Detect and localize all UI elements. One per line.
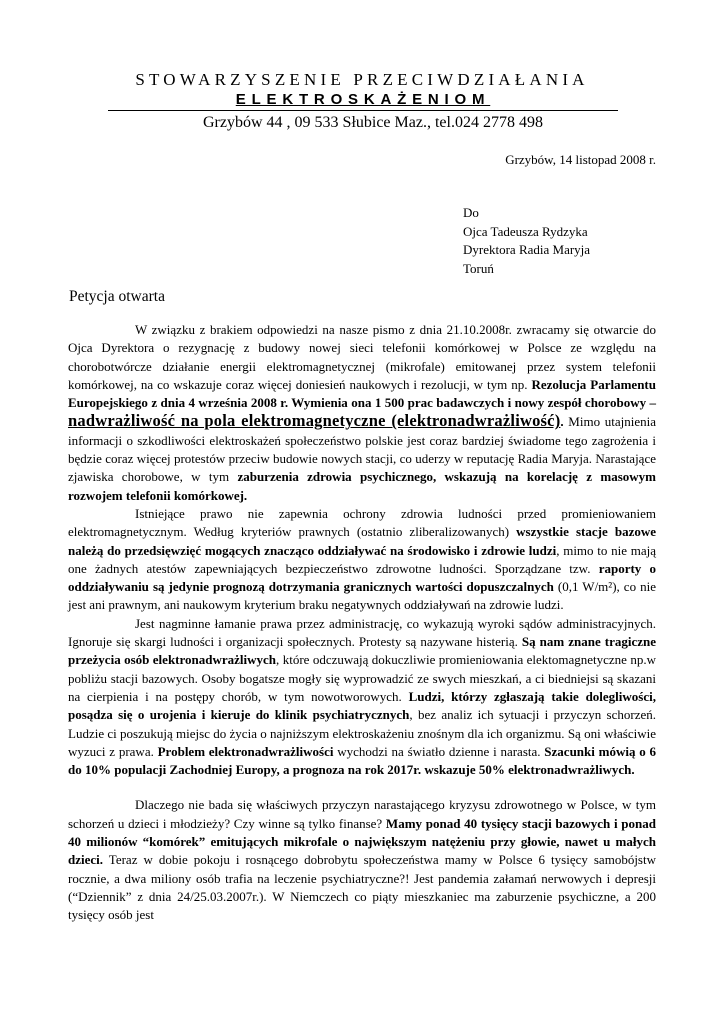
body-text-run: W związku z brakiem odpowiedzi na nasze pismo z dnia 21.10.2008r. zwracamy się otwarcie do Ojca Dyrektora o rezygnację z budowy nowej sieci telefonii komórkowej w Polsce ze względu na chorobotwórcze działanie energii elektromagnetycznej (mikrofale) emitowanej przez system telefonii komórkowej, na co wskazuje coraz więcej doniesień naukowych i rezolucji, w tym np. xyxy=(68,322,656,392)
body-text-run: (0,1 W/m²), co nie jest ani prawnym, ani naukowym kryterium braku negatywnych oddziaływań na zdrowie ludzi. xyxy=(68,579,656,613)
emphasized-text: Problem elektronadwrażliwości xyxy=(157,743,334,759)
body-text-run: wychodzi na światło dzienne i narasta. xyxy=(333,743,545,759)
emphasized-text: Rezolucja Parlamentu Europejskiego z dnia 4 września 2008 r. Wymienia ona 1 500 prac badawczych i nowy zespół chorobowy – xyxy=(68,376,656,411)
body-text-run: Istniejące prawo nie zapewnia ochrony zdrowia ludności przed promieniowaniem elektromagnetycznym. Według kryteriów prawnych (ostatnio zliberalizowanych) xyxy=(68,505,656,540)
emphasized-text: Ludzi, którzy zgłaszają takie dolegliwości, posądza się o urojenia i kieruje do klinik psychiatrycznych xyxy=(68,688,656,723)
emphasized-text: Są nam znane tragiczne przeżycia osób elektronadwrażliwych xyxy=(68,634,656,668)
emphasized-text: nadwrażliwość na pola elektromagnetyczne (elektronadwrażliwość) xyxy=(68,411,561,431)
body-text-run: Teraz w dobie pokoju i rosnącego dobrobytu społeczeństwa mamy w Polsce 6 tysięcy samobójstw rocznie, a dwa miliony osób trafia na leczenie psychiatryczne?! Jest pandemia załamań nerwowych i depresji (“Dziennik” z dnia 24/25.03.2007r.). W Niemczech co piąty mieszkaniec ma zaburzenie psychiczne, a 200 tysięcy osób jest xyxy=(68,852,656,923)
body-text-run: , które odczuwają dokuczliwie promieniowania elektomagnetyczne np.w pobliżu stacji bazowych. Osoby bogatsze mogły się wyprowadzić ze swych mieszkań, a ci biedniejsi są skazani na cierpienia i na postępy chorób, w tym nowotworowych. xyxy=(68,652,656,704)
emphasized-text: zaburzenia zdrowia psychicznego, wskazują na korelację z masowym rozwojem telefonii komórkowej. xyxy=(68,469,656,503)
emphasized-text: Szacunki mówią o 6 do 10% populacji Zachodniej Europy, a prognoza na rok 2017r. wskazuje 50% elektronadwrażliwych. xyxy=(68,743,656,778)
body-paragraph xyxy=(68,321,656,505)
organization-name-emphasis: ELEKTROSKAŻENIOM xyxy=(235,91,491,108)
petition-title: Petycja otwarta xyxy=(69,288,165,305)
emphasized-text: raporty o oddziaływaniu są jedynie prognozą dotrzymania granicznych wartości dopuszczalnych xyxy=(68,560,656,595)
body-text-run: , bez analiz ich sytuacji i przyczyn schorzeń. Ludzie ci poszukują miejsc do życia o najniższym elektroskażeniu znośnym dla ich organizmu. Są oni właściwie wyzuci z prawa. xyxy=(68,707,656,759)
addressee-line: Dyrektora Radia Maryja xyxy=(463,242,591,257)
organization-address: Grzybów 44 , 09 533 Słubice Maz., tel.024 2778 498 xyxy=(203,114,543,131)
organization-name: STOWARZYSZENIE PRZECIWDZIAŁANIA xyxy=(135,70,589,89)
body-text-run: Jest nagminne łamanie prawa przez administrację, co wykazują wyroki sądów administracyjnych. Ignoruje się skargi ludności i organizacji społecznych. Protesty są nazywane histerią. xyxy=(68,615,656,650)
addressee-line: Ojca Tadeusza Rydzyka xyxy=(463,223,588,239)
body-paragraph xyxy=(68,796,656,924)
emphasized-text: . xyxy=(560,414,564,430)
addressee-line: Toruń xyxy=(463,260,494,276)
body-paragraph xyxy=(68,505,656,615)
organization-name-line2 xyxy=(108,91,618,111)
letter-date: Grzybów, 14 listopad 2008 r. xyxy=(505,152,656,167)
emphasized-text: Mamy ponad 40 tysięcy stacji bazowych i ponad 40 milionów “komórek” emitujących mikrofale o największym natężeniu przy głowie, nawet u małych dzieci. xyxy=(68,815,656,868)
body-text-run: , mimo to nie mają one żadnych atestów zapewniających bezpieczeństwo zdrowotne ludności. Sporządzane tzw. xyxy=(68,542,656,576)
body-text-run: Dlaczego nie bada się właściwych przyczyn narastającego kryzysu zdrowotnego w Polsce, w tym schorzeń u dzieci i młodzieży? Czy winne są tylko finanse? xyxy=(68,797,656,831)
body-paragraph xyxy=(68,615,656,780)
addressee-line: Do xyxy=(463,205,479,220)
body-text-run: Mimo utajnienia informacji o szkodliwości elektroskażeń społeczeństwo polskie jest coraz bardziej świadome tego zagrożenia i będzie coraz więcej protestów przeciw budowie nowych stacji, co uderzy w reputację Radia Maryja. Narastające zjawiska chorobowe, w tym xyxy=(68,414,656,485)
emphasized-text: wszystkie stacje bazowe należą do przedsięwzięć mogących znacząco oddziaływać na środowisko i zdrowie ludzi xyxy=(68,524,656,558)
letter-body xyxy=(68,321,656,925)
addressee-block xyxy=(463,204,590,278)
